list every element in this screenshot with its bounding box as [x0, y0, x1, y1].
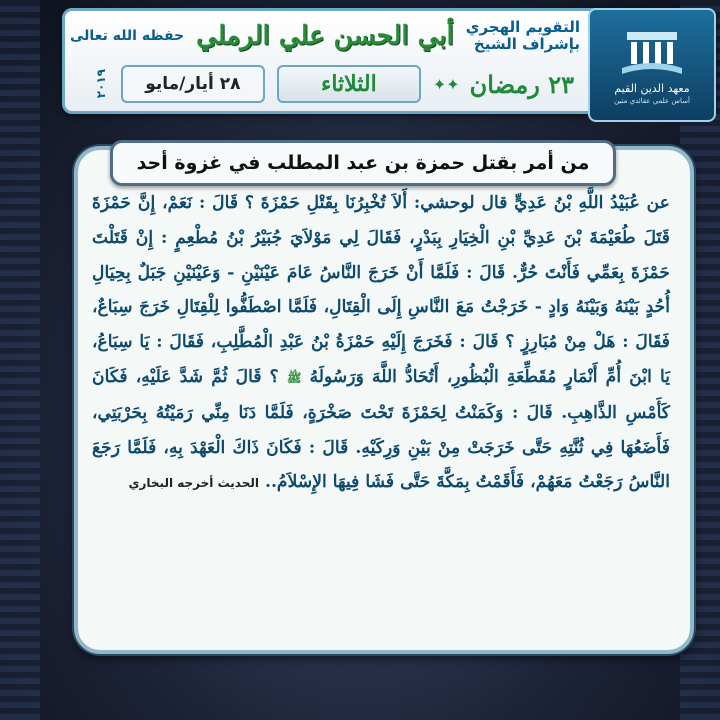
hadith-text-part2: ؟ قَالَ ثُمَّ شَدَّ عَلَيْهِ، فَكَانَ كَأَمْسِ الذَّاهِبِ. قَالَ : وَكَمَنْتُ لِحَمْزَةَ تَحْتَ صَخْرَةٍ، فَلَمَّا دَنَا مِنِّي رَمَيْتُهُ بِحَرْبَتِي، فَأَضَعُهَا فِي ثُنَّتِهِ حَتَّى خَرَجَتْ مِنْ بَيْنِ وَرِكَيْهِ. قَالَ : فَكَانَ ذَاكَ الْعَهْدَ بِهِ، فَلَمَّا رَجَعَ النَّاسُ رَجَعْتُ مَعَهُمْ، فَأَقَمْتُ بِمَكَّةَ حَتَّى فَشَا فِيهَا الإِسْلاَمُ.. — [92, 366, 670, 493]
weekday-box — [277, 65, 421, 103]
hijri-date: ٢٣ رمضان — [469, 69, 574, 99]
logo-name: معهد الدين القيم — [614, 81, 690, 95]
hadith-source: الحديث أخرجه البخاري — [128, 476, 259, 491]
hadith-text — [92, 186, 670, 632]
gregorian-date-box — [121, 65, 265, 103]
topic-title: من أمر بقتل حمزة بن عبد المطلب في غزوة أحد — [136, 152, 590, 174]
header-title-row — [70, 14, 580, 58]
calendar-title-line2: بإشراف الشيخ — [473, 35, 580, 53]
honorific: حفظه الله تعالى — [70, 28, 185, 44]
author-name: أبي الحسن علي الرملي — [196, 21, 454, 51]
date-row — [68, 64, 584, 104]
background-carpet-left — [0, 0, 40, 720]
salawat-icon: ﷺ — [286, 370, 302, 385]
gregorian-date: ٢٨ أيار/مايو — [145, 74, 241, 94]
topic-pill — [110, 140, 616, 186]
crescent-stars-icon: ✦✦ — [432, 74, 460, 94]
year-box — [85, 67, 117, 101]
book-emblem-icon — [617, 26, 687, 78]
weekday: الثلاثاء — [320, 71, 377, 97]
calendar-title-line1: التقويم الهجري — [465, 18, 580, 36]
logo-tagline: أساس علمي عقائدي متين — [614, 96, 690, 105]
hadith-text-part1: عن عُبَيْدُ اللَّهِ بْنُ عَدِيٍّ قال لوحشي: أَلاَ تُخْبِرُنَا بِقَتْلِ حَمْزَةَ ؟ قَالَ : نَعَمْ، إِنَّ حَمْزَةَ قَتَلَ طُعَيْمَةَ بْنَ عَدِيِّ بْنِ الْخِيَارِ بِبَدْرٍ، فَقَالَ لِي مَوْلاَيَ جُبَيْرُ بْنُ مُطْعِمٍ : إِنْ قَتَلْتَ حَمْزَةَ بِعَمِّي فَأَنْتَ حُرٌّ. قَالَ : فَلَمَّا أَنْ خَرَجَ النَّاسُ عَامَ عَيْنَيْنِ - وَعَيْنَيْنِ جَبَلٌ بِحِيَالِ أُحُدٍ بَيْنَهُ وَبَيْنَهُ وَادٍ - خَرَجْتُ مَعَ النَّاسِ إِلَى الْقِتَالِ، فَلَمَّا اصْطَفُّوا لِلْقِتَالِ خَرَجَ سِبَاعٌ، فَقَالَ : هَلْ مِنْ مُبَارِزٍ ؟ قَالَ : فَخَرَجَ إِلَيْهِ حَمْزَةُ بْنُ عَبْدِ الْمُطَّلِبِ، فَقَالَ : يَا سِبَاعُ، يَا ابْنَ أُمِّ أَنْمَارٍ مُقَطِّعَةِ الْبُظُورِ، أَتُحَادُّ اللَّهَ وَرَسُولَهُ — [92, 193, 671, 387]
calendar-title — [466, 19, 580, 53]
institute-logo — [588, 8, 716, 122]
year: ٢٠١٩ — [93, 69, 108, 99]
